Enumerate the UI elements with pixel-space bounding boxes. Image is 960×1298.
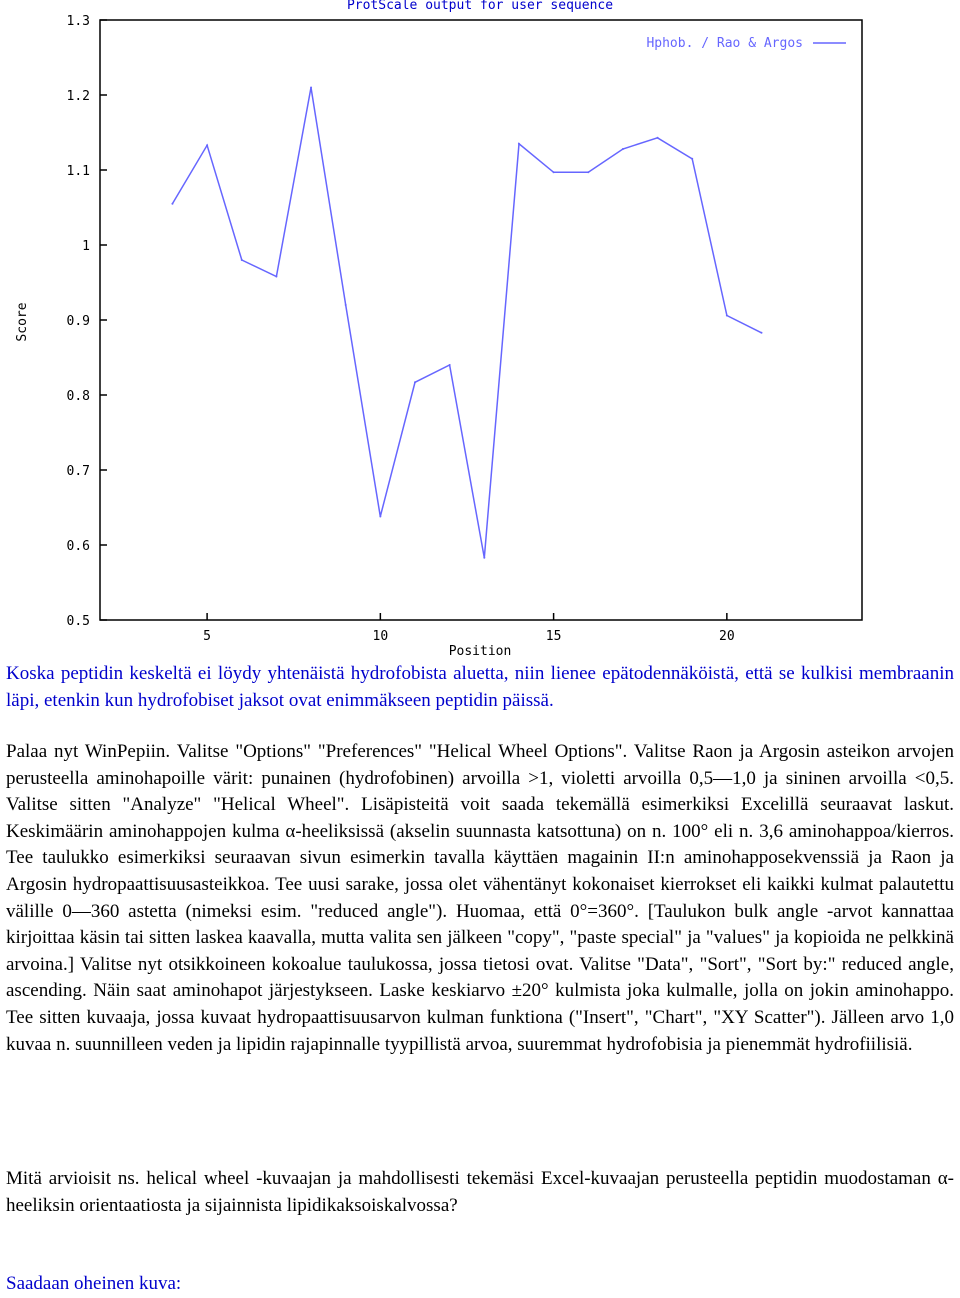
y-tick-label: 0.9 — [66, 314, 90, 329]
data-point — [657, 137, 659, 139]
y-tick-label: 0.7 — [66, 464, 90, 479]
data-point — [449, 364, 451, 366]
y-tick-label: 0.6 — [66, 539, 90, 554]
y-tick-label: 1.3 — [66, 14, 90, 29]
data-point — [518, 143, 520, 145]
paragraph-3-text: Mitä arvioisit ns. helical wheel -kuvaajan ja mahdollisesti tekemäsi Excel-kuvaajan perusteella peptidin muodostaman α-heeliksin orientaatiosta ja sijainnista lipidikaksoiskalvossa? — [6, 1168, 954, 1216]
x-tick-label: 20 — [719, 629, 735, 644]
paragraph-1 — [6, 661, 954, 714]
plot-frame — [100, 20, 862, 620]
chart-axes — [100, 20, 862, 620]
data-point — [553, 171, 555, 173]
data-point — [691, 158, 693, 160]
data-point — [414, 381, 416, 383]
y-tick-label: 1 — [82, 239, 90, 254]
legend — [646, 36, 846, 51]
paragraph-4-text: Saadaan oheinen kuva: — [6, 1273, 182, 1294]
chart-title: ProtScale output for user sequence — [346, 0, 614, 13]
paragraph-1-text: Koska peptidin keskeltä ei löydy yhtenäistä hydrofobista aluetta, niin lienee epätodennäköistä, että se kulkisi membraanin läpi, etenkin kun hydrofobiset jaksot ovat enimmäkseen peptidin päissä. — [6, 663, 954, 711]
data-point — [310, 87, 312, 89]
y-tick-label: 1.2 — [66, 89, 90, 104]
x-tick-label: 10 — [372, 629, 389, 644]
x-tick-label: 15 — [545, 629, 562, 644]
y-axis-label: Score — [15, 302, 30, 342]
series-line — [172, 88, 761, 558]
y-tick-label: 0.5 — [66, 614, 90, 629]
data-point — [171, 203, 173, 205]
data-point — [275, 276, 277, 278]
y-axis-ticks — [67, 14, 107, 629]
paragraph-2 — [6, 739, 954, 1058]
y-tick-label: 0.8 — [66, 389, 90, 404]
data-point — [206, 144, 208, 146]
data-point — [726, 315, 728, 317]
data-point — [241, 259, 243, 261]
data-point — [483, 557, 485, 559]
x-tick-label: 5 — [203, 629, 212, 644]
data-point — [761, 332, 763, 334]
data-point — [379, 516, 381, 518]
series-layer — [171, 87, 762, 559]
x-axis-ticks — [203, 613, 734, 644]
y-tick-label: 1.1 — [66, 164, 90, 179]
paragraph-3 — [6, 1166, 954, 1219]
legend-label: Hphob. / Rao & Argos — [646, 36, 803, 51]
x-axis-label: Position — [448, 644, 512, 659]
data-point — [622, 148, 624, 150]
data-point — [345, 304, 347, 306]
data-point — [587, 171, 589, 173]
paragraph-2-text: Palaa nyt WinPepiin. Valitse "Options" "Preferences" "Helical Wheel Options". Valitse Raon ja Argosin asteikon arvojen perusteella aminohapoille värit: punainen (hydrofobinen) arvoilla >1, violetti arvoilla 0,5—1,0 ja sininen arvoilla <0,5. Valitse sitten "Analyze" "Helical Wheel". Lisäpisteitä voit saada tekemällä esimerkiksi Excelillä seuraavat laskut. Keskimäärin aminohappojen kulma α-heeliksissä (akselin suunnasta katsottuna) on n. 100° eli n. 3,6 aminohappoa/kierros. Tee taulukko esimerkiksi seuraavan sivun esimerkin tavalla käyttäen magainin II:n aminohapposekvenssiä ja Raon ja Argosin hydropaattisuusasteikkoa. Tee uusi sarake, jossa olet vähentänyt kokonaiset kierrokset eli kaikki kulmat palautettu välille 0—360 astetta (nimeksi esim. "reduced angle"). Huomaa, että 0°=360°. [Taulukon bulk angle -arvot kannattaa kirjoittaa käsin tai sitten laskea kaavalla, mutta valita sen jälkeen "copy", "paste special" ja "values" ja kopioida ne pelkkinä arvoina.] Valitse nyt otsikkoineen kokoalue taulukossa, jossa tietosi ovat. Valitse "Data", "Sort", "Sort by:" reduced angle, ascending. Näin saat aminohapot järjestykseen. Laske keskiarvo ±20° kulmista joka kulmalle, jolla on jokin aminohappo. Tee sitten kuvaaja, jossa kuvaat hydropaattisuusarvon kulman funktiona ("Insert", "Chart", "XY Scatter"). Jälleen arvo 1,0 kuvaa n. suunnilleen veden ja lipidin rajapinnalle tyypillistä arvoa, suuremmat hydrofobisia ja pienemmät hydrofiilisiä. — [6, 741, 954, 1055]
